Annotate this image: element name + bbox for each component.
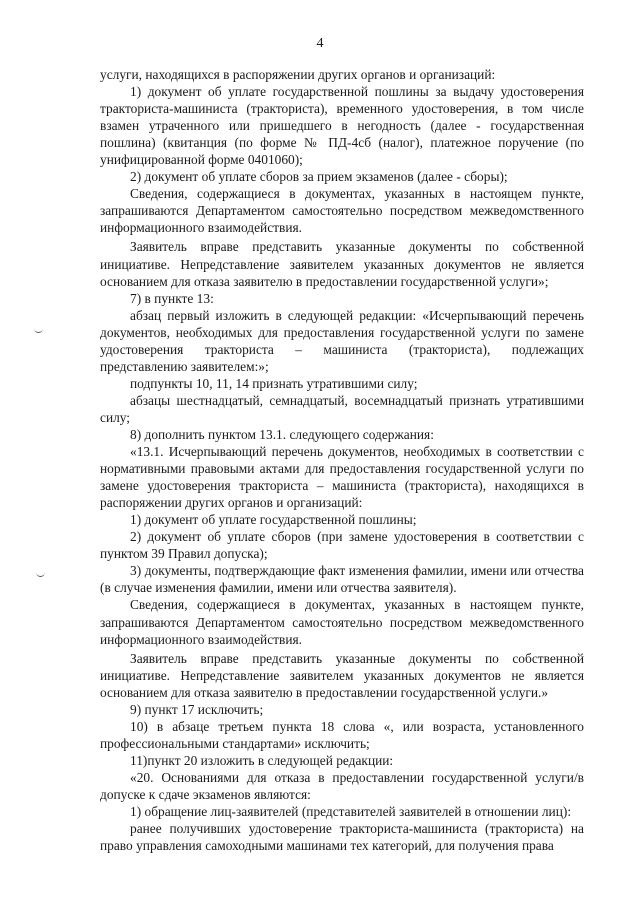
paragraph: 9) пункт 17 исключить; — [130, 701, 264, 717]
paragraph: Заявитель вправе представить указанные документы по собственной инициативе. Непредставление заявителем указанных документов не является основанием для отказа заявителю в предоставлении государственной услуги»; — [100, 239, 584, 289]
page-number: 4 — [316, 36, 324, 51]
paragraph: «13.1. Исчерпывающий перечень документов, необходимых в соответствии с нормативными правовыми актами для предоставления государственной услуги по замене удостоверения тракториста – машиниста (тракториста), находящихся в распоряжении других органов и организаций: — [100, 444, 584, 511]
paragraph: абзацы шестнадцатый, семнадцатый, восемнадцатый признать утратившими силу; — [100, 392, 584, 425]
paragraph: 3) документы, подтверждающие факт изменения фамилии, имени или отчества (в случае изменения фамилии, имени или отчества заявителя). — [100, 563, 584, 596]
paragraph: «20. Основаниями для отказа в предоставлении государственной услуги/в допуске к сдаче экзаменов являются: — [100, 769, 584, 802]
paragraph: 1) документ об уплате государственной пошлины за выдачу удостоверения тракториста-машиниста (тракториста), временного удостоверения, в том числе взамен утраченного или пришедшего в негодность (далее - государственная пошлина) (квитанция (по форме № ПД-4сб (налог), платежное поручение (по унифицированной форме 0401060); — [100, 84, 584, 168]
paragraph: 2) документ об уплате сборов (при замене удостоверения в соответствии с пунктом 39 Правил допуска); — [100, 529, 584, 562]
paragraph: 11)пункт 20 изложить в следующей редакции: — [130, 752, 394, 768]
document-body — [100, 66, 584, 854]
paragraph: 1) обращение лиц-заявителей (представителей заявителей в отношении лиц): — [130, 804, 572, 820]
paragraph: 7) в пункте 13: — [130, 290, 214, 306]
paragraph: подпункты 10, 11, 14 признать утратившими силу; — [130, 375, 418, 391]
paragraph: 2) документ об уплате сборов за прием экзаменов (далее - сборы); — [130, 169, 508, 185]
paragraph: 1) документ об уплате государственной пошлины; — [130, 512, 417, 528]
paragraph: ранее получивших удостоверение тракториста-машиниста (тракториста) на право управления самоходными машинами тех категорий, для получения права — [100, 821, 584, 854]
margin-scan-mark — [34, 328, 43, 333]
paragraph: Сведения, содержащиеся в документах, указанных в настоящем пункте, запрашиваются Департаментом самостоятельно посредством межведомственного информационного взаимодействия. — [100, 186, 584, 236]
paragraph: 10) в абзаце третьем пункта 18 слова «, или возраста, установленного профессиональными стандартами» исключить; — [100, 718, 584, 751]
margin-scan-mark — [36, 572, 45, 577]
paragraph: Заявитель вправе представить указанные документы по собственной инициативе. Непредставление заявителем указанных документов не является основанием для отказа заявителю в предоставлении государственной услуги.» — [100, 650, 584, 700]
paragraph: Сведения, содержащиеся в документах, указанных в настоящем пункте, запрашиваются Департаментом самостоятельно посредством межведомственного информационного взаимодействия. — [100, 597, 584, 647]
paragraph: 8) дополнить пунктом 13.1. следующего содержания: — [130, 426, 434, 442]
paragraph: услуги, находящихся в распоряжении других органов и организаций: — [100, 67, 496, 82]
paragraph: абзац первый изложить в следующей редакции: «Исчерпывающий перечень документов, необходимых для предоставления государственной услуги по замене удостоверения тракториста – машиниста (тракториста), подлежащих представлению заявителем:»; — [100, 307, 584, 374]
